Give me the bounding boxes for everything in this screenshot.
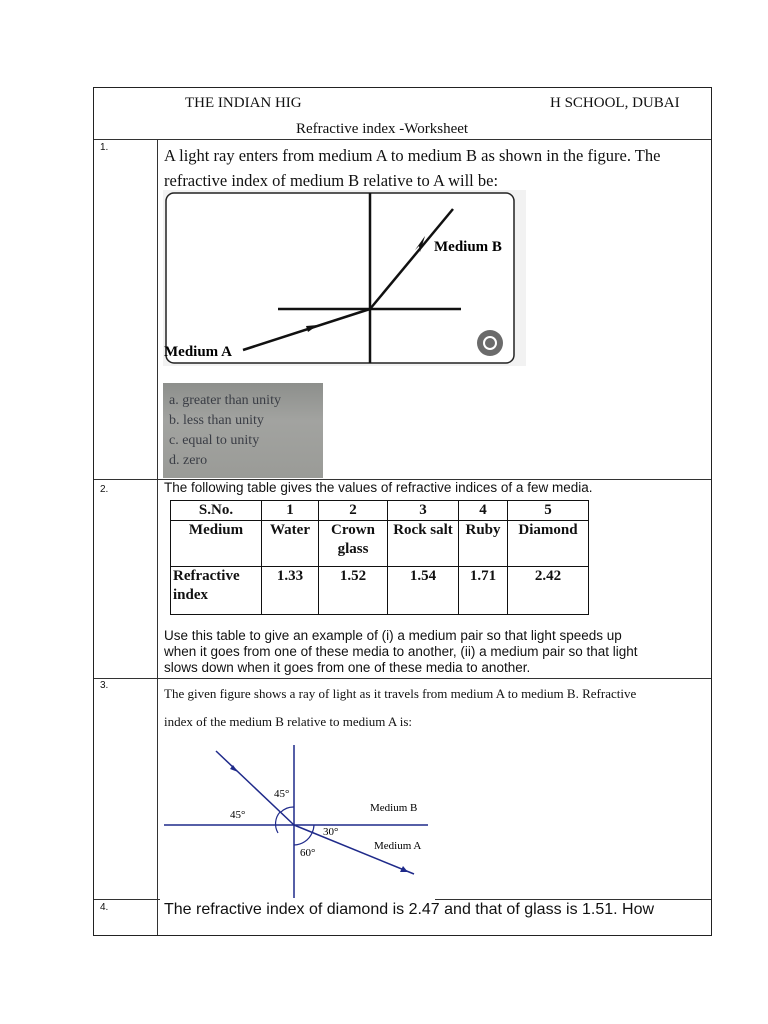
question-1-options-scan [163, 383, 323, 478]
question-4-number: 4. [100, 902, 109, 913]
table-cell: 4 [459, 501, 508, 521]
table-cell: 1.54 [388, 567, 459, 615]
option-c: c. equal to unity [169, 433, 260, 448]
angle-label-bottom: 60° [300, 847, 316, 859]
question-1-text-line1: A light ray enters from medium A to medium B as shown in the figure. The [164, 146, 661, 165]
angle-label-right: 30° [323, 826, 339, 838]
question-2-intro: The following table gives the values of refractive indices of a few media. [164, 480, 593, 495]
angle-arc-bottom [294, 833, 312, 845]
question-1-text-line2: refractive index of medium B relative to A will be: [164, 171, 499, 190]
table-cell: 1.52 [319, 567, 388, 615]
table-cell: 1.71 [459, 567, 508, 615]
question-2-text-line2: when it goes from one of these media to another, (ii) a medium pair so that light [164, 644, 638, 659]
question-3-figure [160, 745, 435, 900]
table-cell: Rock salt [388, 521, 459, 567]
table-row-header [171, 501, 589, 521]
label-medium-b: Medium B [370, 802, 418, 814]
header-divider [94, 139, 711, 140]
table-row-medium [171, 521, 589, 567]
worksheet-subtitle: Refractive index -Worksheet [296, 121, 469, 137]
angle-arc-left [276, 812, 280, 833]
label-medium-b: Medium B [434, 239, 502, 255]
question-1-figure [163, 190, 526, 366]
school-name-left: THE INDIAN HIG [185, 95, 302, 111]
angle-label-top: 45° [274, 788, 290, 800]
question-4-text-line1: The refractive index of diamond is 2.47 and that of glass is 1.51. How [164, 901, 655, 918]
label-medium-a: Medium A [374, 840, 422, 852]
option-b: b. less than unity [169, 413, 264, 428]
question-3-text-line2: index of the medium B relative to medium A is: [164, 714, 413, 729]
table-cell: Ruby [459, 521, 508, 567]
table-row-refractive-index [171, 567, 589, 615]
table-cell: 5 [508, 501, 589, 521]
angle-label-left: 45° [230, 809, 246, 821]
school-name-right: H SCHOOL, DUBAI [550, 95, 680, 111]
table-cell: 2 [319, 501, 388, 521]
table-cell: 2.42 [508, 567, 589, 615]
refractive-index-table [170, 500, 589, 615]
table-cell: Medium [171, 521, 262, 567]
label-medium-a: Medium A [164, 344, 232, 360]
question-3-text-line1: The given figure shows a ray of light as it travels from medium A to medium B. Refractive [164, 686, 637, 701]
table-cell: Diamond [508, 521, 589, 567]
table-cell: Crown glass [319, 521, 388, 567]
table-cell: 1.33 [262, 567, 319, 615]
table-cell: S.No. [171, 501, 262, 521]
zoom-icon[interactable] [477, 330, 503, 356]
table-cell: Water [262, 521, 319, 567]
question-2-text-line3: slows down when it goes from one of these media to another. [164, 660, 531, 675]
question-2-number: 2. [100, 484, 109, 495]
angle-arc-right [312, 825, 314, 833]
number-column-divider [157, 139, 158, 935]
question-1-number: 1. [100, 142, 109, 153]
option-d: d. zero [169, 453, 208, 468]
table-cell: 1 [262, 501, 319, 521]
row-divider-q2 [94, 678, 711, 679]
question-3-number: 3. [100, 680, 109, 691]
angle-arc-top [281, 807, 294, 812]
table-cell: Refractive index [171, 567, 262, 615]
option-a: a. greater than unity [169, 393, 281, 408]
table-cell: 3 [388, 501, 459, 521]
question-2-text-line1: Use this table to give an example of (i) a medium pair so that light speeds up [164, 628, 622, 643]
